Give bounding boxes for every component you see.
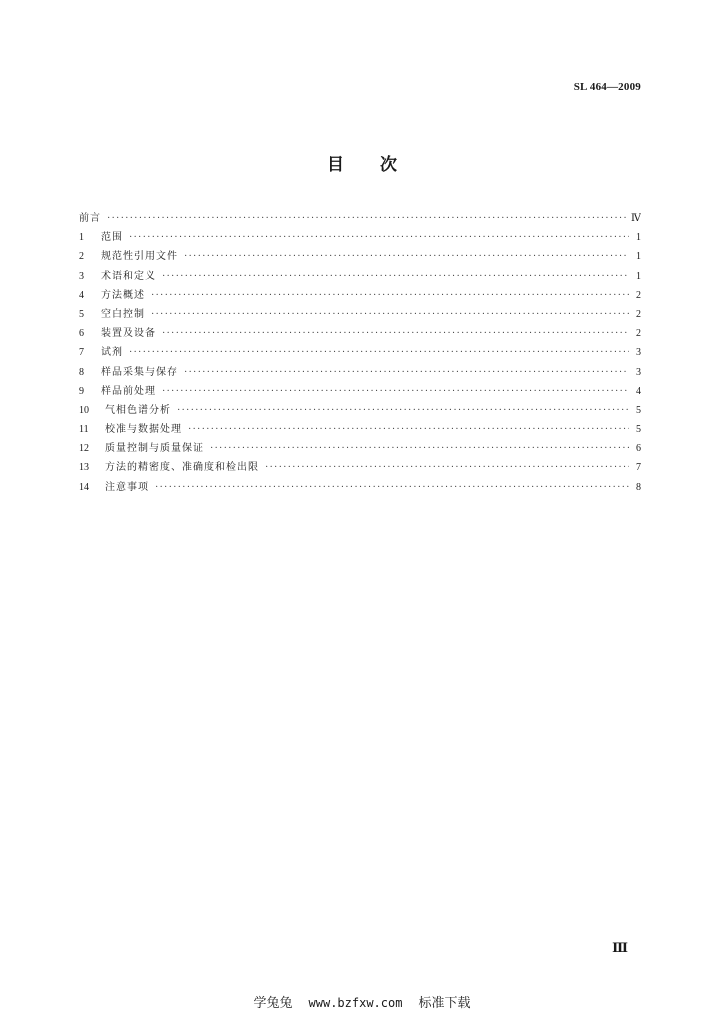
- toc-entry-title: 装置及设备: [101, 328, 156, 340]
- toc-entry-page: 2: [636, 328, 641, 340]
- title-char-2: 次: [380, 155, 397, 175]
- toc-entry-number: 7: [79, 347, 84, 359]
- footer-watermark: [0, 992, 724, 1011]
- toc-entry-14[interactable]: [79, 478, 641, 497]
- toc-entry-title: 校准与数据处理: [105, 424, 182, 436]
- table-of-contents: [79, 209, 641, 497]
- toc-entry-title: 样品前处理: [101, 385, 156, 397]
- toc-entry-number: 4: [79, 289, 84, 301]
- toc-entry-number: 11: [79, 424, 89, 436]
- toc-entry-number: 12: [79, 443, 89, 455]
- page-number: Ⅲ: [612, 940, 628, 955]
- toc-entry-12[interactable]: [79, 439, 641, 458]
- toc-entry-4[interactable]: [79, 286, 641, 305]
- toc-entry-page: 3: [636, 347, 641, 359]
- toc-leader-dots: [184, 363, 629, 382]
- toc-entry-page: 2: [636, 289, 641, 301]
- toc-entry-1[interactable]: [79, 228, 641, 247]
- toc-entry-title: 术语和定义: [101, 270, 156, 282]
- toc-entry-title: 方法的精密度、准确度和检出限: [105, 462, 259, 474]
- toc-leader-dots: [151, 286, 629, 305]
- toc-entry-title: 前言: [79, 213, 101, 224]
- toc-entry-3[interactable]: [79, 267, 641, 286]
- toc-entry-number: 14: [79, 481, 89, 493]
- toc-entry-foreword[interactable]: [79, 209, 641, 228]
- toc-entry-number: 2: [79, 251, 84, 263]
- toc-entry-11[interactable]: [79, 420, 641, 439]
- toc-entry-page: 1: [636, 251, 641, 263]
- toc-entry-7[interactable]: [79, 343, 641, 362]
- toc-leader-dots: [129, 343, 629, 362]
- toc-entry-page: 8: [636, 481, 641, 493]
- toc-entry-page: 2: [636, 308, 641, 320]
- toc-leader-dots: [188, 420, 629, 439]
- toc-entry-title: 空白控制: [101, 308, 145, 320]
- toc-entry-number: 1: [79, 232, 84, 244]
- toc-leader-dots: [162, 324, 629, 343]
- footer-url-link[interactable]: www.bzfxw.com: [308, 996, 403, 1010]
- toc-entry-title: 质量控制与质量保证: [105, 443, 204, 455]
- toc-entry-number: 5: [79, 308, 84, 320]
- toc-entry-number: 9: [79, 385, 84, 397]
- toc-entry-page: Ⅳ: [631, 213, 641, 224]
- toc-entry-page: 5: [636, 404, 641, 416]
- toc-entry-title: 试剂: [101, 347, 123, 359]
- toc-entry-page: 1: [636, 270, 641, 282]
- toc-leader-dots: [184, 247, 629, 266]
- title-char-1: 目: [327, 155, 344, 175]
- toc-entry-2[interactable]: [79, 247, 641, 266]
- toc-entry-title: 范围: [101, 232, 123, 244]
- toc-entry-title: 注意事项: [105, 481, 149, 493]
- toc-leader-dots: [107, 209, 627, 228]
- toc-leader-dots: [210, 439, 629, 458]
- toc-entry-10[interactable]: [79, 401, 641, 420]
- page-title: [0, 150, 724, 175]
- toc-entry-number: 8: [79, 366, 84, 378]
- toc-leader-dots: [162, 267, 629, 286]
- toc-entry-page: 7: [636, 462, 641, 474]
- toc-entry-number: 6: [79, 328, 84, 340]
- toc-leader-dots: [129, 228, 629, 247]
- standard-code: SL 464—2009: [573, 81, 641, 93]
- toc-leader-dots: [155, 478, 629, 497]
- footer-site-name: 学兔兔: [253, 996, 293, 1011]
- toc-entry-title: 方法概述: [101, 289, 145, 301]
- toc-entry-5[interactable]: [79, 305, 641, 324]
- toc-leader-dots: [151, 305, 629, 324]
- toc-leader-dots: [265, 458, 629, 477]
- toc-entry-8[interactable]: [79, 363, 641, 382]
- toc-entry-9[interactable]: [79, 382, 641, 401]
- toc-entry-page: 3: [636, 366, 641, 378]
- toc-entry-page: 5: [636, 424, 641, 436]
- toc-entry-number: 3: [79, 270, 84, 282]
- toc-entry-title: 样品采集与保存: [101, 366, 178, 378]
- toc-entry-number: 13: [79, 462, 89, 474]
- footer-tagline: 标准下载: [418, 996, 471, 1011]
- toc-entry-title: 规范性引用文件: [101, 251, 178, 263]
- toc-entry-title: 气相色谱分析: [105, 404, 171, 416]
- toc-leader-dots: [162, 382, 629, 401]
- toc-entry-page: 1: [636, 232, 641, 244]
- toc-entry-page: 6: [636, 443, 641, 455]
- toc-leader-dots: [177, 401, 629, 420]
- toc-entry-page: 4: [636, 385, 641, 397]
- toc-entry-13[interactable]: [79, 458, 641, 477]
- toc-entry-number: 10: [79, 404, 89, 416]
- toc-entry-6[interactable]: [79, 324, 641, 343]
